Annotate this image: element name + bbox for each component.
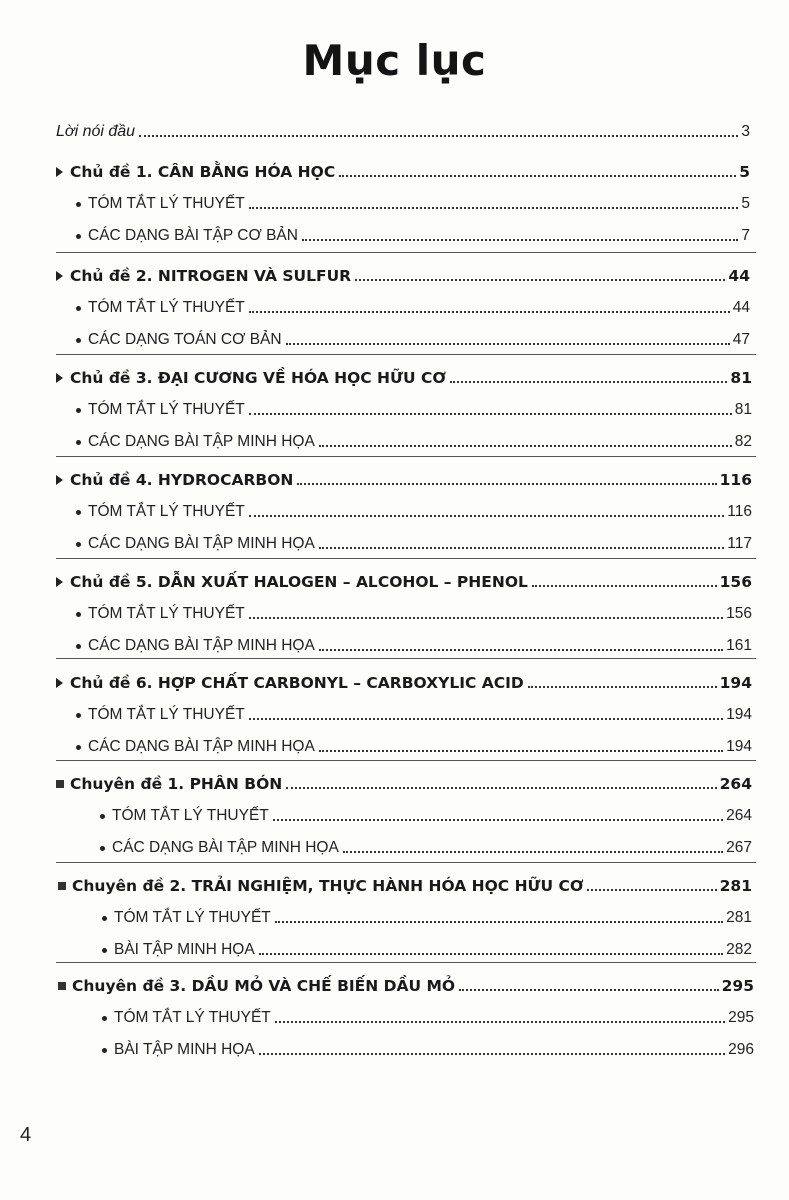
triangle-icon — [56, 475, 63, 485]
dot-leader — [249, 311, 730, 313]
toc-marker — [100, 838, 112, 858]
bullet-icon — [76, 234, 81, 239]
bullet-icon — [102, 1048, 107, 1053]
toc-entry-page: 156 — [726, 605, 752, 622]
toc-marker — [76, 705, 88, 725]
toc-entry-page: 81 — [730, 369, 752, 387]
toc-subentry[interactable] — [76, 188, 750, 214]
dot-leader — [273, 819, 723, 821]
toc-entry-page: 47 — [732, 331, 750, 348]
toc-entry-page: 44 — [732, 299, 750, 316]
dot-leader — [297, 483, 716, 485]
toc-entry-label: Chủ đề 2. NITROGEN VÀ SULFUR — [70, 267, 352, 285]
toc-marker — [102, 940, 114, 960]
section-divider — [56, 862, 756, 863]
toc-entry-page: 5 — [739, 163, 750, 181]
toc-entry-page: 281 — [719, 877, 752, 895]
dot-leader — [259, 1053, 725, 1055]
dot-leader — [302, 239, 738, 241]
toc-entry-label: Chuyên đề 1. PHÂN BÓN — [70, 775, 283, 793]
dot-leader — [587, 889, 716, 891]
dot-leader — [450, 381, 728, 383]
triangle-icon — [56, 373, 63, 383]
triangle-icon — [56, 167, 63, 177]
section-divider — [56, 760, 756, 761]
toc-subentry[interactable] — [76, 426, 752, 452]
section-divider — [56, 456, 756, 457]
toc-entry-intro[interactable] — [56, 116, 750, 142]
toc-subentry[interactable] — [100, 832, 752, 858]
toc-marker — [56, 162, 70, 182]
toc-entry-label: CÁC DẠNG BÀI TẬP CƠ BẢN — [88, 227, 298, 244]
toc-chapter-5[interactable] — [56, 566, 752, 592]
toc-marker — [100, 806, 112, 826]
section-divider — [56, 658, 756, 659]
bullet-icon — [76, 202, 81, 207]
square-icon — [58, 882, 66, 890]
section-divider — [56, 252, 756, 253]
toc-marker — [56, 572, 70, 592]
toc-marker — [58, 976, 72, 996]
dot-leader — [528, 686, 717, 688]
toc-entry-label: Chủ đề 3. ĐẠI CƯƠNG VỀ HÓA HỌC HỮU CƠ — [70, 369, 446, 387]
toc-marker — [56, 470, 70, 490]
toc-entry-label: CÁC DẠNG BÀI TẬP MINH HỌA — [88, 433, 315, 450]
toc-subentry[interactable] — [102, 1034, 754, 1060]
bullet-icon — [76, 612, 81, 617]
bullet-icon — [102, 916, 107, 921]
toc-subentry[interactable] — [76, 394, 752, 420]
toc-entry-label: TÓM TẮT LÝ THUYẾT — [88, 706, 245, 723]
toc-entry-label: TÓM TẮT LÝ THUYẾT — [112, 807, 269, 824]
dot-leader — [343, 851, 723, 853]
toc-entry-label: TÓM TẮT LÝ THUYẾT — [114, 909, 271, 926]
bullet-icon — [76, 510, 81, 515]
section-divider — [56, 354, 756, 355]
toc-entry-label: TÓM TẮT LÝ THUYẾT — [88, 401, 245, 418]
bullet-icon — [100, 814, 105, 819]
toc-entry-label: CÁC DẠNG TOÁN CƠ BẢN — [88, 331, 282, 348]
toc-entry-page: 161 — [726, 637, 752, 654]
dot-leader — [249, 413, 732, 415]
toc-entry-label: BÀI TẬP MINH HỌA — [114, 1041, 255, 1058]
toc-entry-label: Lời nói đầu — [56, 123, 136, 140]
page-title: Mục lục — [302, 36, 487, 85]
toc-marker — [56, 673, 70, 693]
toc-marker — [76, 400, 88, 420]
bullet-icon — [76, 306, 81, 311]
toc-chapter-1[interactable] — [56, 156, 750, 182]
toc-subentry[interactable] — [76, 324, 750, 350]
toc-marker — [102, 1040, 114, 1060]
toc-entry-page: 3 — [741, 123, 750, 140]
dot-leader — [355, 279, 725, 281]
toc-entry-label: TÓM TẮT LÝ THUYẾT — [88, 299, 245, 316]
toc-chapter-3[interactable] — [56, 362, 752, 388]
toc-subentry[interactable] — [76, 731, 752, 757]
toc-marker — [76, 330, 88, 350]
toc-entry-page: 117 — [727, 535, 752, 552]
toc-marker — [76, 432, 88, 452]
toc-entry-label: Chủ đề 4. HYDROCARBON — [70, 471, 294, 489]
toc-entry-label: CÁC DẠNG BÀI TẬP MINH HỌA — [88, 535, 315, 552]
bullet-icon — [76, 745, 81, 750]
toc-entry-page: 156 — [719, 573, 752, 591]
toc-marker — [76, 298, 88, 318]
toc-chapter-8[interactable] — [58, 870, 752, 896]
toc-marker — [56, 266, 70, 286]
toc-entry-page: 82 — [734, 433, 752, 450]
toc-entry-page: 267 — [726, 839, 752, 856]
page-number: 4 — [20, 1124, 32, 1146]
toc-entry-label: TÓM TẮT LÝ THUYẾT — [88, 605, 245, 622]
toc-subentry[interactable] — [76, 220, 750, 246]
dot-leader — [286, 343, 730, 345]
toc-marker — [102, 908, 114, 928]
dot-leader — [286, 787, 716, 789]
toc-entry-label: Chủ đề 6. HỢP CHẤT CARBONYL – CARBOXYLIC ACID — [70, 674, 524, 692]
toc-chapter-2[interactable] — [56, 260, 750, 286]
dot-leader — [339, 175, 736, 177]
toc-marker — [76, 502, 88, 522]
toc-entry-page: 264 — [719, 775, 752, 793]
toc-entry-label: Chủ đề 1. CÂN BẰNG HÓA HỌC — [70, 163, 336, 181]
toc-subentry[interactable] — [76, 292, 750, 318]
section-divider — [56, 962, 756, 963]
toc-entry-page: 7 — [741, 227, 750, 244]
bullet-icon — [76, 644, 81, 649]
toc-entry-label: TÓM TẮT LÝ THUYẾT — [88, 503, 245, 520]
bullet-icon — [100, 846, 105, 851]
triangle-icon — [56, 678, 63, 688]
toc-marker — [76, 194, 88, 214]
toc-entry-page: 282 — [726, 941, 752, 958]
square-icon — [56, 780, 64, 788]
dot-leader — [275, 1021, 725, 1023]
bullet-icon — [76, 338, 81, 343]
toc-subentry[interactable] — [76, 630, 752, 656]
toc-subentry[interactable] — [76, 496, 752, 522]
toc-entry-page: 296 — [728, 1041, 754, 1058]
dot-leader — [319, 649, 723, 651]
toc-entry-label: CÁC DẠNG BÀI TẬP MINH HỌA — [88, 738, 315, 755]
toc-marker — [58, 876, 72, 896]
dot-leader — [459, 989, 719, 991]
dot-leader — [249, 207, 739, 209]
toc-chapter-7[interactable] — [56, 768, 752, 794]
dot-leader — [139, 135, 738, 137]
toc-entry-label: Chuyên đề 2. TRẢI NGHIỆM, THỰC HÀNH HÓA HỌC HỮU CƠ — [72, 877, 584, 895]
toc-subentry[interactable] — [76, 699, 752, 725]
toc-marker — [76, 226, 88, 246]
bullet-icon — [76, 440, 81, 445]
toc-entry-page: 44 — [728, 267, 750, 285]
toc-entry-label: Chuyên đề 3. DẦU MỎ VÀ CHẾ BIẾN DẦU MỎ — [72, 977, 456, 995]
bullet-icon — [76, 542, 81, 547]
toc-marker — [76, 534, 88, 554]
dot-leader — [319, 750, 723, 752]
toc-marker — [102, 1008, 114, 1028]
bullet-icon — [76, 408, 81, 413]
toc-subentry[interactable] — [100, 800, 752, 826]
dot-leader — [249, 617, 723, 619]
toc-entry-page: 81 — [734, 401, 752, 418]
toc-marker — [76, 636, 88, 656]
dot-leader — [259, 953, 723, 955]
toc-entry-label: TÓM TẮT LÝ THUYẾT — [114, 1009, 271, 1026]
section-divider — [56, 558, 756, 559]
toc-chapter-6[interactable] — [56, 667, 752, 693]
toc-subentry[interactable] — [102, 934, 752, 960]
dot-leader — [249, 718, 723, 720]
dot-leader — [275, 921, 723, 923]
dot-leader — [319, 445, 732, 447]
toc-entry-page: 194 — [726, 738, 752, 755]
toc-entry-page: 194 — [719, 674, 752, 692]
triangle-icon — [56, 271, 63, 281]
toc-subentry[interactable] — [102, 902, 752, 928]
toc-subentry[interactable] — [76, 528, 752, 554]
toc-entry-page: 5 — [741, 195, 750, 212]
triangle-icon — [56, 577, 63, 587]
bullet-icon — [76, 713, 81, 718]
toc-entry-label: Chủ đề 5. DẪN XUẤT HALOGEN – ALCOHOL – PHENOL — [70, 573, 528, 591]
toc-entry-page: 194 — [726, 706, 752, 723]
toc-subentry[interactable] — [102, 1002, 754, 1028]
toc-entry-label: CÁC DẠNG BÀI TẬP MINH HỌA — [112, 839, 339, 856]
bullet-icon — [102, 948, 107, 953]
toc-entry-page: 116 — [719, 471, 752, 489]
toc-marker — [76, 737, 88, 757]
toc-marker — [56, 368, 70, 388]
toc-entry-page: 295 — [721, 977, 754, 995]
toc-entry-page: 116 — [727, 503, 752, 520]
toc-chapter-9[interactable] — [58, 970, 754, 996]
toc-marker — [56, 774, 70, 794]
toc-entry-page: 281 — [726, 909, 752, 926]
toc-subentry[interactable] — [76, 598, 752, 624]
dot-leader — [249, 515, 725, 517]
dot-leader — [319, 547, 724, 549]
toc-entry-label: BÀI TẬP MINH HỌA — [114, 941, 255, 958]
toc-entry-page: 264 — [726, 807, 752, 824]
toc-marker — [76, 604, 88, 624]
dot-leader — [532, 585, 717, 587]
toc-entry-label: CÁC DẠNG BÀI TẬP MINH HỌA — [88, 637, 315, 654]
toc-chapter-4[interactable] — [56, 464, 752, 490]
square-icon — [58, 982, 66, 990]
bullet-icon — [102, 1016, 107, 1021]
toc-entry-label: TÓM TẮT LÝ THUYẾT — [88, 195, 245, 212]
toc-entry-page: 295 — [728, 1009, 754, 1026]
